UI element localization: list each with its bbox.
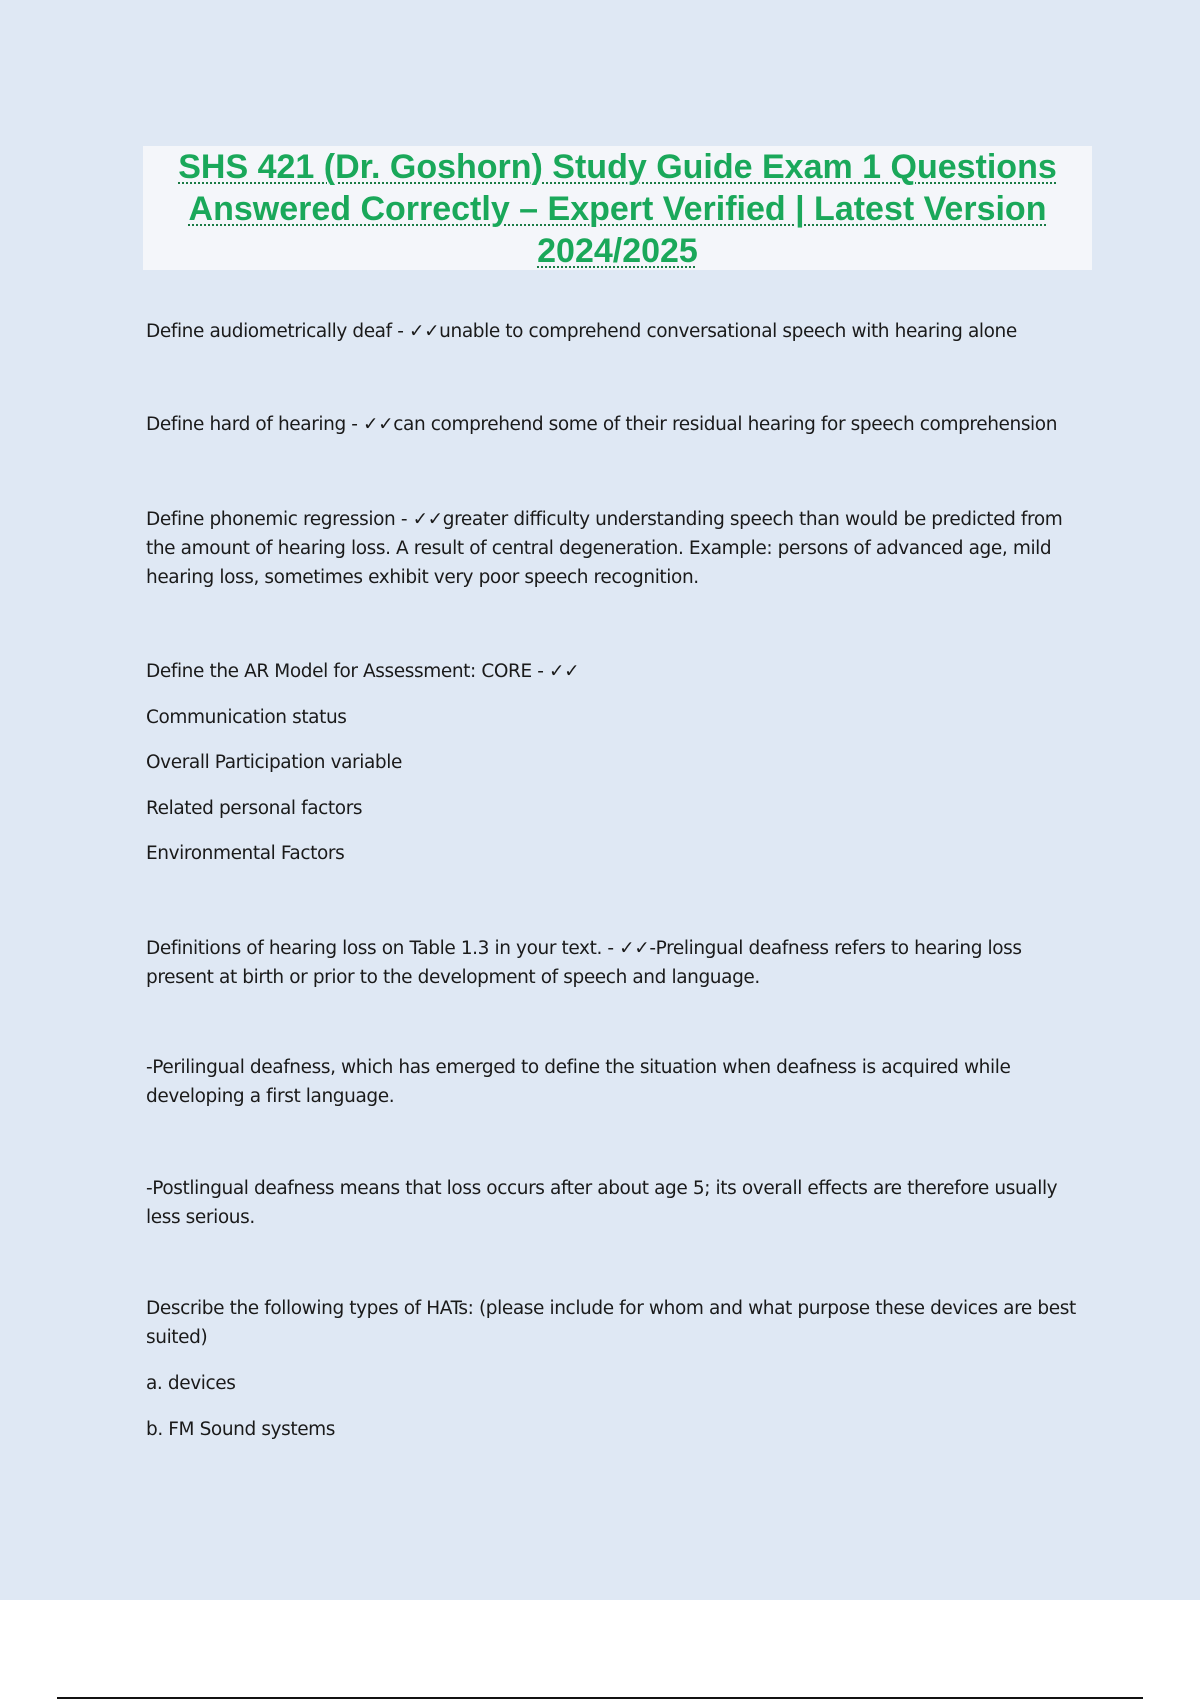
entry-text: less serious.	[146, 1207, 255, 1228]
entry-text: Define the AR Model for Assessment: CORE - ✓✓	[146, 661, 580, 682]
entry-text: Define hard of hearing - ✓✓can comprehend some of their residual hearing for speech comprehension	[146, 414, 1058, 435]
entry-text: -Postlingual deafness means that loss occurs after about age 5; its overall effects are therefore usually	[146, 1178, 1058, 1199]
entry-text: -Perilingual deafness, which has emerged to define the situation when deafness is acquired while	[146, 1057, 1011, 1078]
entry-text: developing a first language.	[146, 1086, 395, 1107]
entry-text: hearing loss, sometimes exhibit very poor speech recognition.	[146, 567, 699, 588]
title-line-1: SHS 421 (Dr. Goshorn) Study Guide Exam 1 Questions	[178, 148, 1057, 186]
list-item: Related personal factors	[146, 798, 363, 819]
document-title	[143, 146, 1092, 270]
entry-text: suited)	[146, 1327, 208, 1348]
entry-text: the amount of hearing loss. A result of central degeneration. Example: persons of advanced age, mild	[146, 538, 1052, 559]
entry-text: Define audiometrically deaf - ✓✓unable to comprehend conversational speech with hearing alone	[146, 321, 1017, 342]
entry-text: Define phonemic regression - ✓✓greater difficulty understanding speech than would be predicted from	[146, 509, 1063, 530]
title-line-3: 2024/2025	[537, 232, 698, 270]
list-item: Environmental Factors	[146, 843, 345, 864]
entry-text: Definitions of hearing loss on Table 1.3 in your text. - ✓✓-Prelingual deafness refers to hearing loss	[146, 938, 1022, 959]
title-line-2: Answered Correctly – Expert Verified | Latest Version	[188, 190, 1047, 228]
list-item: Communication status	[146, 707, 347, 728]
list-item: b. FM Sound systems	[146, 1419, 336, 1440]
entry-text: Describe the following types of HATs: (please include for whom and what purpose these devices are best	[146, 1298, 1076, 1319]
entry-text: present at birth or prior to the development of speech and language.	[146, 967, 760, 988]
footer-divider	[57, 1697, 1143, 1699]
list-item: a. devices	[146, 1373, 236, 1394]
list-item: Overall Participation variable	[146, 752, 402, 773]
